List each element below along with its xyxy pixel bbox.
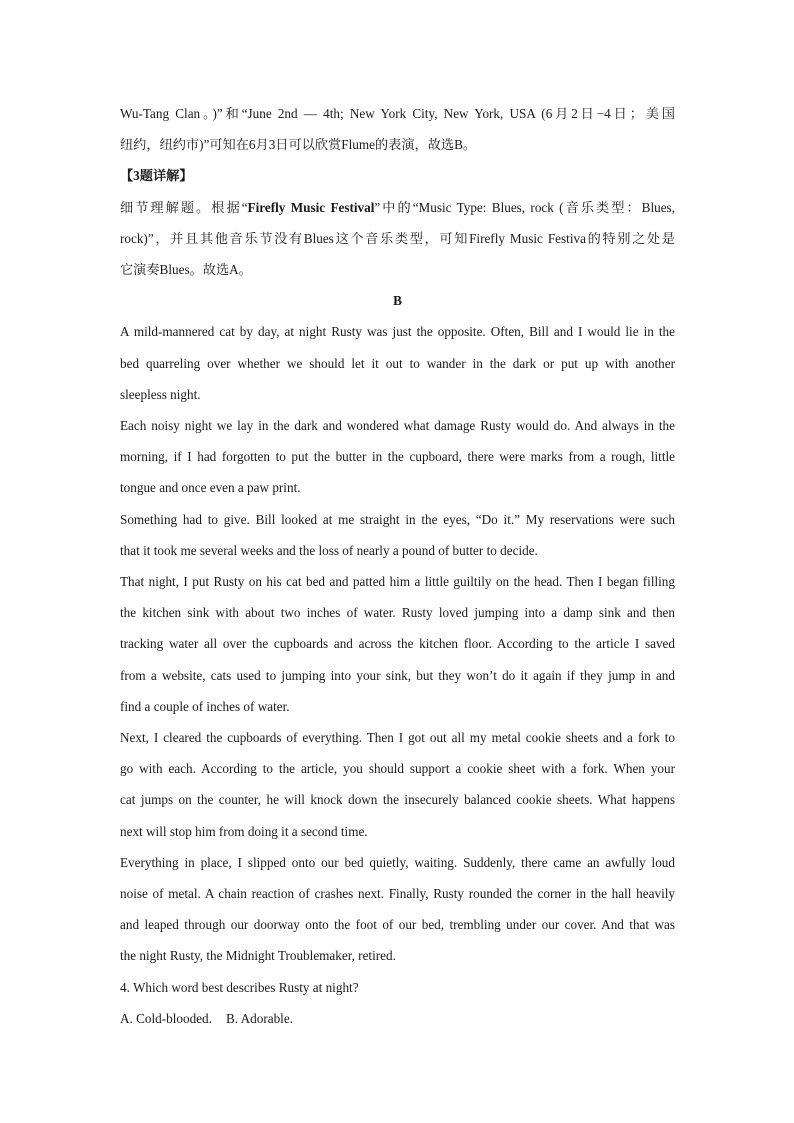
passage-line: next will stop him from doing it a second time. xyxy=(120,823,368,839)
passage-line: find a couple of inches of water. xyxy=(120,698,290,714)
passage-line: Everything in place, I slipped onto our bed quietly, waiting. Suddenly, there came an awfully loud xyxy=(120,854,675,870)
explanation-prefix: 细节理解题。根据“ xyxy=(120,199,248,215)
prev-answer-line-2: 纽约，纽约市)”可知在6月3日可以欣赏Flume的表演，故选B。 xyxy=(120,137,477,153)
passage-line: from a website, cats used to jumping into your sink, but they won’t do it again if they jump in and xyxy=(120,667,675,683)
option-a: A. Cold-blooded. xyxy=(120,1010,212,1026)
question-4-options xyxy=(120,1003,675,1034)
passage-line: the night Rusty, the Midnight Troublemaker, retired. xyxy=(120,948,396,964)
question-3-explanation-line-3: 它演奏Blues。故选A。 xyxy=(120,262,252,278)
explanation-quote: ”中的“Music Type: Blues, rock (音乐类型：Blues, xyxy=(374,199,675,215)
passage-line: tongue and once even a paw print. xyxy=(120,480,301,496)
passage-line: Something had to give. Bill looked at me straight in the eyes, “Do it.” My reservations were such xyxy=(120,511,675,527)
passage-line: noise of metal. A chain reaction of crashes next. Finally, Rusty rounded the corner in the hall heavily xyxy=(120,886,675,902)
question-4-stem: 4. Which word best describes Rusty at night? xyxy=(120,979,359,995)
passage-line: morning, if I had forgotten to put the butter in the cupboard, there were marks from a rough, little xyxy=(120,449,675,465)
passage-line: that it took me several weeks and the loss of nearly a pound of butter to decide. xyxy=(120,542,538,558)
passage-line: sleepless night. xyxy=(120,386,201,402)
question-3-explanation-line-1 xyxy=(120,192,675,223)
passage-line: That night, I put Rusty on his cat bed and patted him a little guiltily on the head. Then I began filling xyxy=(120,574,675,590)
section-title: B xyxy=(393,293,402,309)
question-3-explanation-heading: 【3题详解】 xyxy=(120,168,193,184)
passage-line: cat jumps on the counter, he will knock down the insecurely balanced cookie sheets. What happens xyxy=(120,792,675,808)
passage-line: the kitchen sink with about two inches of water. Rusty loved jumping into a damp sink and then xyxy=(120,605,675,621)
passage-line: A mild-mannered cat by day, at night Rusty was just the opposite. Often, Bill and I would lie in the xyxy=(120,324,675,340)
passage-line: and leaped through our doorway onto the foot of our bed, trembling under our cover. And that was xyxy=(120,917,675,933)
passage-line: Next, I cleared the cupboards of everything. Then I got out all my metal cookie sheets and a fork to xyxy=(120,730,675,746)
question-3-explanation-line-2: rock)”，并且其他音乐节没有Blues这个音乐类型，可知Firefly Music Festiva的特别之处是 xyxy=(120,230,675,246)
option-b: B. Adorable. xyxy=(225,1010,293,1026)
passage-line: tracking water all over the cupboards and across the kitchen floor. According to the article I saved xyxy=(120,636,675,652)
passage-line: go with each. According to the article, you should support a cookie sheet with a fork. When your xyxy=(120,761,675,777)
prev-answer-line-1: Wu-Tang Clan。)”和“June 2nd — 4th; New York City, New York, USA (6月2日−4日；美国 xyxy=(120,106,675,121)
festival-name-bold: Firefly Music Festival xyxy=(247,199,375,215)
document-page xyxy=(120,98,675,1034)
passage-line: bed quarreling over whether we should let it out to wander in the dark or put up with another xyxy=(120,355,675,371)
passage-line: Each noisy night we lay in the dark and wondered what damage Rusty would do. And always in the xyxy=(120,418,675,434)
